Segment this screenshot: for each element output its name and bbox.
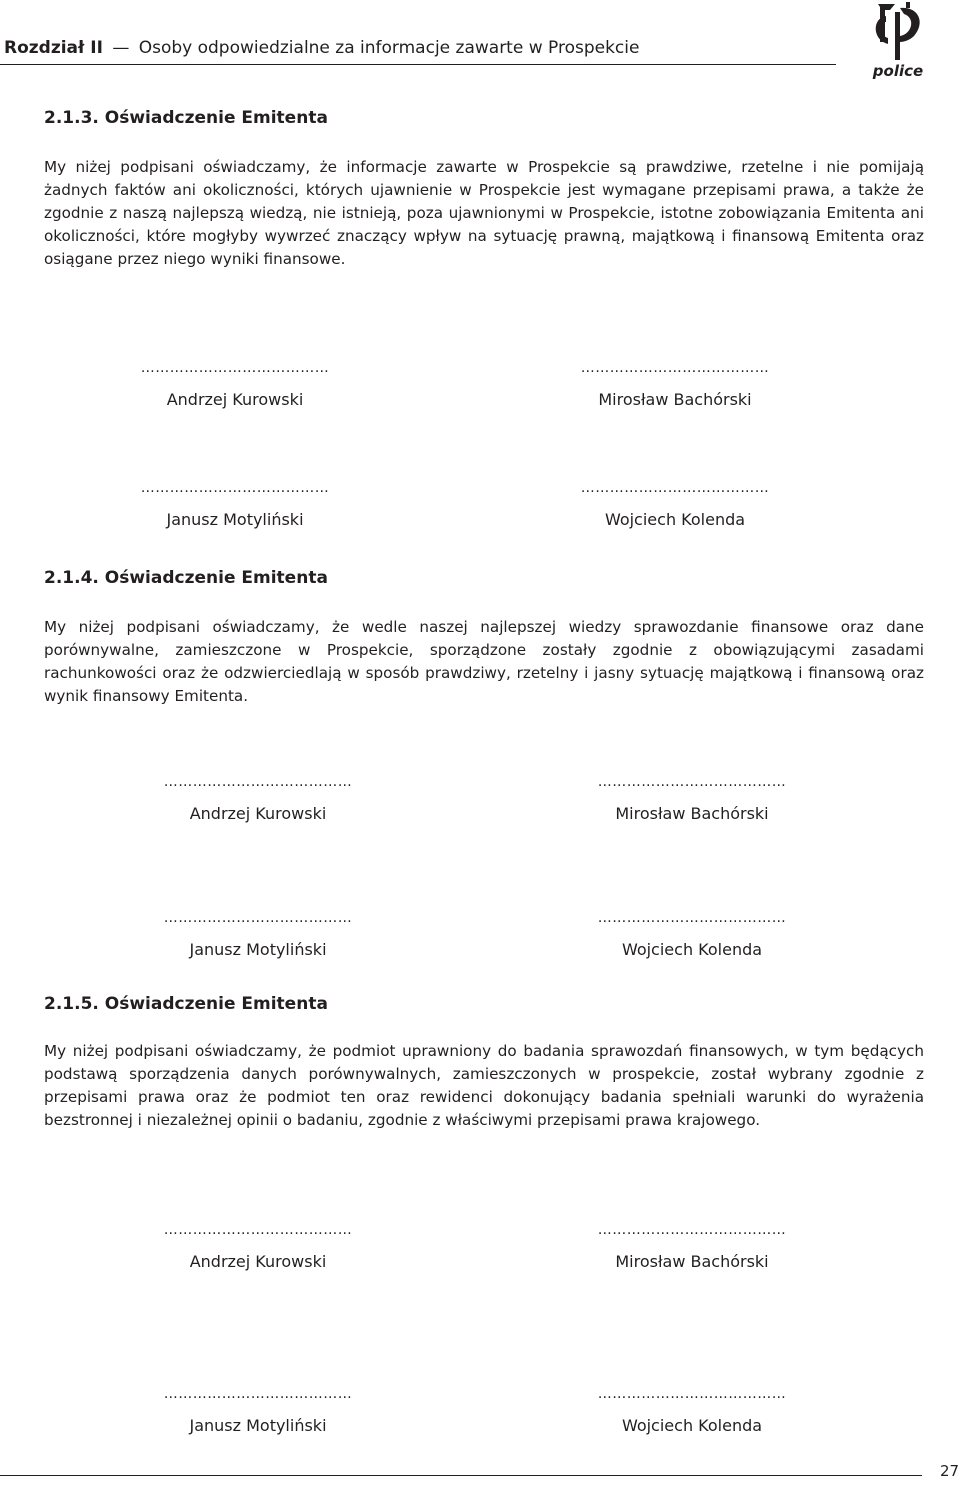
signatory-name: Wojciech Kolenda bbox=[621, 940, 763, 959]
signature-block bbox=[138, 774, 378, 823]
signature-block bbox=[138, 1222, 378, 1271]
section-heading: 2.1.3. Oświadczenie Emitenta bbox=[44, 108, 328, 128]
signature-block bbox=[572, 1222, 812, 1271]
signature-block bbox=[138, 910, 378, 959]
signature-line: ………………………………… bbox=[597, 910, 787, 926]
signature-line: ………………………………… bbox=[163, 1386, 353, 1402]
signature-line: ………………………………… bbox=[163, 910, 353, 926]
signature-line: ………………………………… bbox=[580, 360, 770, 376]
signatory-name: Andrzej Kurowski bbox=[166, 390, 304, 409]
footer-divider bbox=[0, 1475, 922, 1476]
signature-line: ………………………………… bbox=[163, 1222, 353, 1238]
signatory-name: Andrzej Kurowski bbox=[189, 1252, 327, 1271]
signature-block bbox=[115, 360, 355, 409]
signatory-name: Andrzej Kurowski bbox=[189, 804, 327, 823]
signatory-name: Mirosław Bachórski bbox=[598, 390, 752, 409]
chapter-number: Rozdział II bbox=[4, 38, 103, 58]
signature-block bbox=[572, 774, 812, 823]
signature-line: ………………………………… bbox=[140, 360, 330, 376]
signature-block bbox=[572, 1386, 812, 1435]
signature-block bbox=[138, 1386, 378, 1435]
signatory-name: Wojciech Kolenda bbox=[621, 1416, 763, 1435]
logo-text: police bbox=[872, 62, 924, 80]
section-heading: 2.1.4. Oświadczenie Emitenta bbox=[44, 568, 328, 588]
signature-line: ………………………………… bbox=[140, 480, 330, 496]
signature-block bbox=[555, 480, 795, 529]
signature-line: ………………………………… bbox=[597, 1386, 787, 1402]
page-number: 27 bbox=[940, 1462, 960, 1480]
signature-line: ………………………………… bbox=[597, 774, 787, 790]
section-paragraph: My niżej podpisani oświadczamy, że wedle naszej najlepszej wiedzy sprawozdanie finansowe oraz dane porównywalne, zamieszczone w Prospekcie, sporządzone zostały zgodnie z obowiązującymi zasadami rachunkowości oraz że odzwierciedlają w sposób prawdziwy, rzetelny i jasny sytuację majątkową i finansową oraz wynik finansowy Emitenta. bbox=[44, 618, 924, 705]
signature-block bbox=[572, 910, 812, 959]
police-emblem-icon bbox=[868, 0, 928, 64]
signatory-name: Janusz Motyliński bbox=[189, 940, 327, 959]
signatory-name: Wojciech Kolenda bbox=[604, 510, 746, 529]
signature-line: ………………………………… bbox=[163, 774, 353, 790]
section-heading: 2.1.5. Oświadczenie Emitenta bbox=[44, 994, 328, 1014]
section-paragraph: My niżej podpisani oświadczamy, że podmiot uprawniony do badania sprawozdań finansowych, w tym będących podstawą sporządzenia danych porównywalnych, zamieszczonych w prospekcie, został wybrany zgodnie z przepisami prawa oraz że podmiot ten oraz rewidenci dokonujący badania spełniali warunki do wyrażenia bezstronnej i niezależnej opinii o badaniu, zgodnie z właściwymi przepisami prawa krajowego. bbox=[44, 1042, 924, 1129]
signature-block bbox=[115, 480, 355, 529]
chapter-separator: — bbox=[112, 38, 130, 58]
signatory-name: Janusz Motyliński bbox=[189, 1416, 327, 1435]
company-logo bbox=[868, 0, 928, 82]
page-header bbox=[0, 34, 836, 65]
signatory-name: Mirosław Bachórski bbox=[615, 804, 769, 823]
signature-line: ………………………………… bbox=[580, 480, 770, 496]
section-paragraph: My niżej podpisani oświadczamy, że informacje zawarte w Prospekcie są prawdziwe, rzetelne i nie pomijają żadnych faktów ani okoliczności, których ujawnienie w Prospekcie jest wymagane przepisami prawa, a także że zgodnie z naszą najlepszą wiedzą, nie istnieją, poza ujawnionymi w Prospekcie, istotne zobowiązania Emitenta ani okoliczności, które mogłyby wywrzeć znaczący wpływ na sytuację prawną, majątkową i finansową Emitenta oraz osiągane przez niego wyniki finansowe. bbox=[44, 158, 924, 268]
signatory-name: Janusz Motyliński bbox=[166, 510, 304, 529]
signature-block bbox=[555, 360, 795, 409]
signature-line: ………………………………… bbox=[597, 1222, 787, 1238]
chapter-name: Osoby odpowiedzialne za informacje zawarte w Prospekcie bbox=[138, 38, 640, 58]
chapter-title bbox=[4, 38, 639, 58]
signatory-name: Mirosław Bachórski bbox=[615, 1252, 769, 1271]
